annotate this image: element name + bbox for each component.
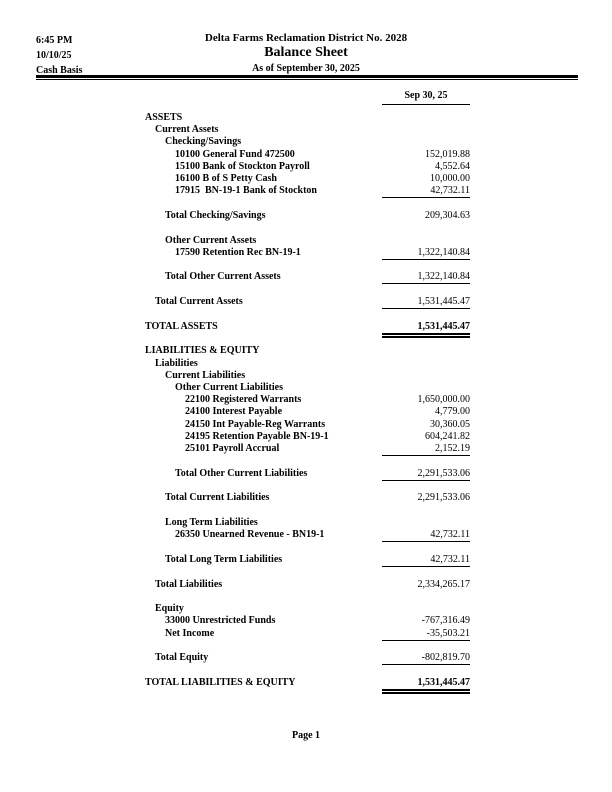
report-row <box>145 235 470 247</box>
row-value: 152,019.88 <box>425 148 470 160</box>
report-row <box>145 419 470 431</box>
row-label: Total Current Liabilities <box>165 492 270 504</box>
row-label: 17915 BN-19-1 Bank of Stockton <box>175 185 317 197</box>
row-label: Total Other Current Assets <box>165 271 281 283</box>
row-label: 24195 Retention Payable BN-19-1 <box>185 430 329 442</box>
report-heading <box>0 32 612 75</box>
report-subtitle: As of September 30, 2025 <box>252 63 360 74</box>
row-value: 2,291,533.06 <box>382 468 470 481</box>
report-row <box>145 431 470 443</box>
row-value: 2,152.19 <box>382 443 470 456</box>
row-label: TOTAL LIABILITIES & EQUITY <box>145 677 296 688</box>
header-rule <box>36 75 578 80</box>
row-label: 16100 B of S Petty Cash <box>175 172 277 184</box>
row-label: 15100 Bank of Stockton Payroll <box>175 160 310 172</box>
row-label: Total Other Current Liabilities <box>175 467 308 479</box>
row-label: TOTAL ASSETS <box>145 320 218 332</box>
report-row <box>145 554 470 566</box>
row-label: Total Liabilities <box>155 578 223 590</box>
row-label: Long Term Liabilities <box>165 517 258 528</box>
row-value: -35,503.21 <box>382 628 470 641</box>
row-value: -767,316.49 <box>421 615 470 627</box>
row-label: 24100 Interest Payable <box>185 406 283 418</box>
row-value: 1,531,445.47 <box>382 321 470 338</box>
row-label: Other Current Assets <box>165 234 257 246</box>
report-row <box>145 603 470 615</box>
report-row <box>145 173 470 185</box>
row-value: 604,241.82 <box>425 430 470 442</box>
company-name: Delta Farms Reclamation District No. 2028 <box>204 32 408 44</box>
report-row <box>145 358 470 370</box>
row-value: 209,304.63 <box>425 209 470 221</box>
column-header-date: Sep 30, 25 <box>382 90 470 105</box>
report-row <box>145 321 470 333</box>
row-value: 42,732.11 <box>382 185 470 198</box>
row-value: 4,552.64 <box>435 160 470 172</box>
report-row <box>145 406 470 418</box>
report-row <box>145 112 470 124</box>
report-row <box>145 529 470 541</box>
row-label: ASSETS <box>145 112 183 123</box>
report-row <box>145 615 470 627</box>
report-row <box>145 652 470 664</box>
row-label: Total Checking/Savings <box>165 209 266 221</box>
row-value: -802,819.70 <box>382 652 470 665</box>
row-label: Liabilities <box>155 357 198 369</box>
report-row <box>145 628 470 640</box>
report-row <box>145 149 470 161</box>
report-row <box>145 345 470 357</box>
report-row <box>145 247 470 259</box>
report-row <box>145 382 470 394</box>
report-row <box>145 271 470 283</box>
report-row <box>145 296 470 308</box>
report-title: Balance Sheet <box>264 45 348 60</box>
row-label: Current Liabilities <box>165 369 246 381</box>
row-value: 10,000.00 <box>430 172 470 184</box>
report-row <box>145 124 470 136</box>
row-label: 25101 Payroll Accrual <box>185 442 280 454</box>
row-label: LIABILITIES & EQUITY <box>145 345 260 357</box>
row-value: 30,360.05 <box>430 418 470 430</box>
row-label: Checking/Savings <box>165 136 242 148</box>
row-value: 1,322,140.84 <box>382 271 470 284</box>
page-number: Page 1 <box>291 730 321 741</box>
report-row <box>145 468 470 480</box>
report-date: 10/10/25 <box>36 50 72 61</box>
report-row <box>145 394 470 406</box>
row-value: 2,291,533.06 <box>417 492 470 504</box>
row-value: 4,779.00 <box>435 406 470 418</box>
row-label: 24150 Int Payable-Reg Warrants <box>185 418 326 430</box>
row-label: 33000 Unrestricted Funds <box>165 615 276 627</box>
report-row <box>145 579 470 591</box>
row-label: 10100 General Fund 472500 <box>175 148 295 160</box>
row-label: 22100 Registered Warrants <box>185 394 302 406</box>
row-label: 26350 Unearned Revenue - BN19-1 <box>175 529 325 541</box>
row-value: 42,732.11 <box>382 529 470 542</box>
report-row <box>145 210 470 222</box>
report-row <box>145 161 470 173</box>
row-label: 17590 Retention Rec BN-19-1 <box>175 246 301 258</box>
report-row <box>145 517 470 529</box>
accounting-basis: Cash Basis <box>36 65 83 76</box>
report-row <box>145 492 470 504</box>
row-value: 1,322,140.84 <box>382 247 470 260</box>
row-label: Other Current Liabilities <box>175 382 283 393</box>
row-label: Net Income <box>165 627 215 639</box>
row-value: 1,650,000.00 <box>417 394 470 406</box>
row-label: Total Current Assets <box>155 296 243 308</box>
row-label: Total Long Term Liabilities <box>165 553 283 565</box>
report-row <box>145 370 470 382</box>
row-label: Current Assets <box>155 124 219 136</box>
row-value: 1,531,445.47 <box>382 296 470 309</box>
report-body <box>145 112 470 689</box>
report-row <box>145 136 470 148</box>
report-time: 6:45 PM <box>36 35 73 46</box>
row-value: 1,531,445.47 <box>382 677 470 694</box>
row-value: 2,334,265.17 <box>417 578 470 590</box>
row-label: Total Equity <box>155 652 209 664</box>
report-row <box>145 443 470 455</box>
row-value: 42,732.11 <box>382 554 470 567</box>
report-row <box>145 677 470 689</box>
report-row <box>145 185 470 197</box>
row-label: Equity <box>155 603 184 615</box>
